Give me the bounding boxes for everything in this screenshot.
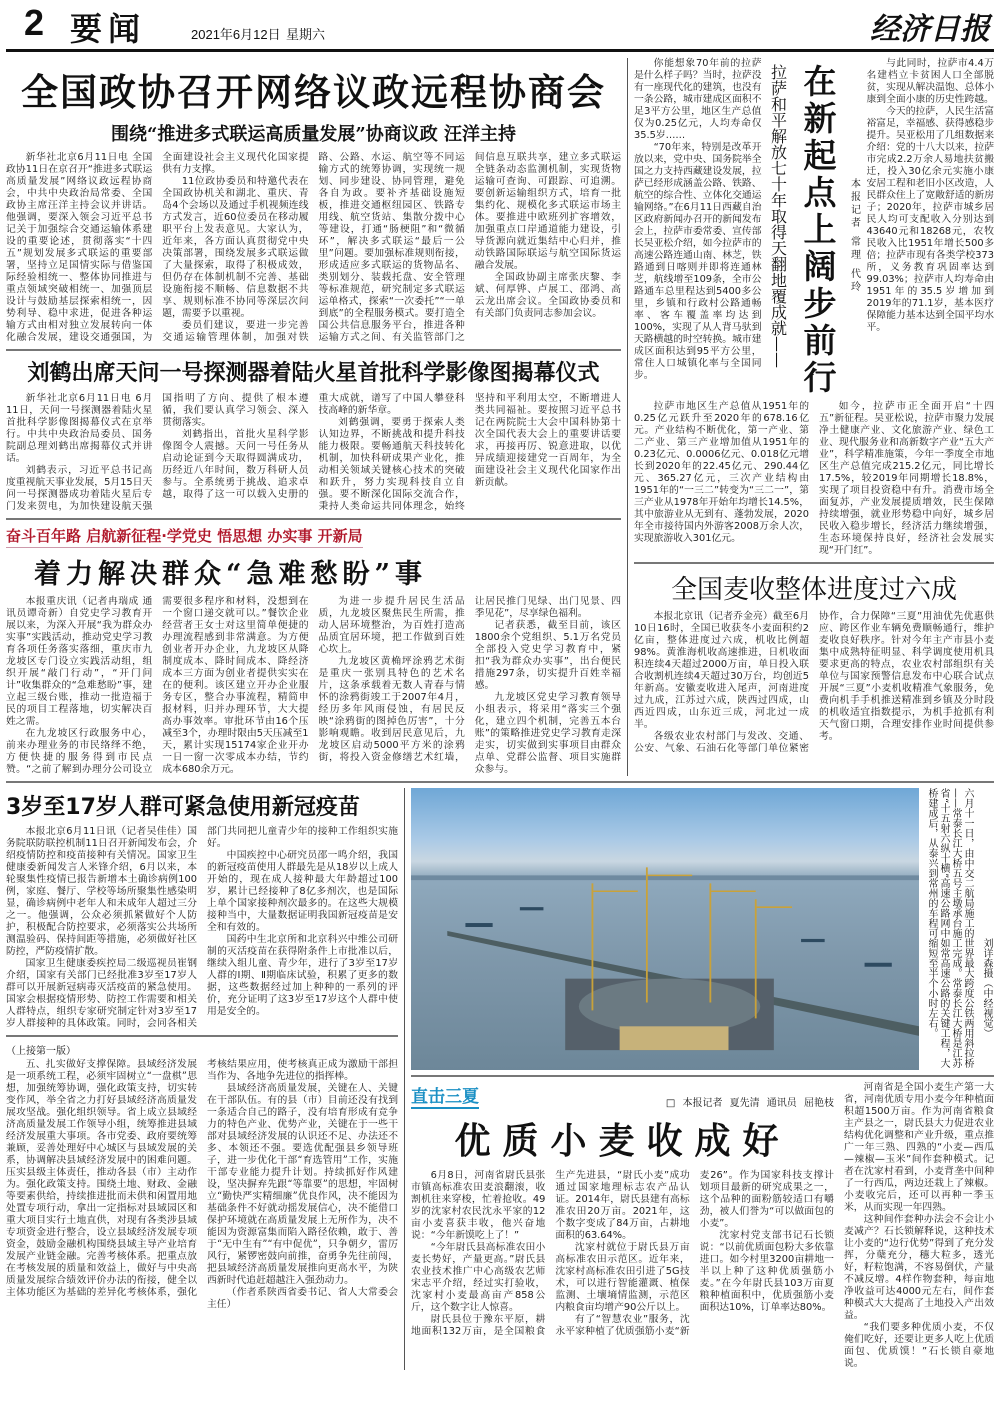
divider: [411, 1075, 994, 1077]
photo-credit: 刘详森摄（中经视觉）: [981, 938, 992, 1038]
paper-logo: 经济日报: [870, 12, 990, 47]
article1-subhead: 围绕“推进多式联运高质量发展”协商议政 汪洋主持: [111, 124, 516, 145]
wheat-main: [411, 1082, 834, 1370]
page-number: 2: [24, 2, 45, 43]
right-column: [634, 58, 994, 776]
vaccine-body: 本报北京6月11日讯（记者吴佳佳）国务院联防联控机制11日召开新闻发布会，介绍疫情防控和疫苗接种有关情况。国家卫生健康委新闻发言人米锋介绍，6月以来，本轮聚集性疫情已报告新增本土确诊病例100例，家庭、餐厅、学校等场所聚集性感染明显，确诊病例中老年人和未成年人超过三分之一。他强调，公众必须抓紧做好个人防护，积极配合防控要求，必须落实公共场所测温验码、保持间距等措施，必须做好社区防控，严防疫情扩散。 国家卫生健康委疾控局二级巡视员崔钢介绍，国家有关部门已经批准3岁至17岁人群可以开展新冠病毒灭活疫苗的紧急使用。国家会根据疫情形势、防控工作需要和相关人群特点，组织专家研究制定针对3岁至17岁人群接种的具体政策。同时，会同各相关部门共同把儿童青少年的接种工作组织实施好。 中国疾控中心研究员邵一鸣介绍，我国的新冠疫苗使用人群最先是从18岁以上成人开始的，现在成人接种最大年龄超过100岁，累计已经接种了8亿多剂次，也是国际上单个国家接种剂次最多的。在这些大规模接种当中，大量数据证明我国新冠疫苗是安全和有效的。 国药中生北京所和北京科兴中维公司研制的灭活疫苗在获得附条件上市批准以后，继续入组儿童、青少年，进行了3岁至17岁人群的Ⅰ期、Ⅱ期临床试验，积累了更多的数据，这些数据经过加上种种的一系列的评价，充分证明了这3岁至17岁这个人群中使用是安全的。: [6, 826, 398, 1029]
section-title: 要闻: [70, 10, 147, 48]
lhasa-body-bottom-right: 如今，拉萨市正全面开启“十四五”新征程。吴亚松说，拉萨市聚力发展净土健康产业、文化旅游产业、绿色工业、现代服务业和高新数字产业“五大产业”，科学精准施策，今年一季度全市地区生产总值完成215.2亿元，同比增长17.5%，较2019年同期增长18.8%，实现了项目投资稳中有升。消费市场全面复苏，产业发展提质增效，民生保障持续增强，就业形势稳中向好，城乡居民收入稳步增长，经济活力继续增强，生态环境保持良好，经济社会发展实现“开门红”。: [819, 401, 994, 556]
lhasa-body-bottom-left: 拉萨市地区生产总值从1951年的0.25亿元跃升至2020年的678.16亿元。产业结构不断优化，第一产业、第二产业、第三产业增加值从1951年的0.23亿元、0.0006亿元、0.018亿元增长到2020年的22.45亿元、290.44亿元、365.27亿元，三次产业结构由1951年的“一三二”转变为“三二一”，第三产业从1978年开始年均增长14.5%，其中旅游业从无到有、蓬勃发展，2020年全市接待国内外游客2008万余人次，实现旅游收入301亿元。: [634, 401, 809, 544]
divider: [627, 58, 628, 776]
bridge-photo: [411, 788, 919, 1070]
column-tag: 直击三夏: [411, 1082, 479, 1109]
wheat-header: [411, 1082, 834, 1109]
divider: [6, 1035, 398, 1037]
bottom-band: [6, 788, 994, 1370]
article1-body: 新华社北京6月11日电 全国政协11日在京召开“推进多式联运高质量发展”网络议政远程协商会，中共中央政治局常委、全国政协主席汪洋主持会议并讲话。他强调，要深入领会习近平总书记关于加强综合交通运输体系建设的重要论述，贯彻落实“十四五”规划发展多式联运的重要部署，坚持立足国情实际与借鉴国际经验相统一、整体协同推进与重点领域突破相统一、加强顶层设计与鼓励基层探索相统一，因势利导、稳中求进，促进各种运输方式由相对独立发展转向一体化融合发展，建设交通强国，为全面建设社会主义现代化国家提供有力支撑。 11位政协委员和特邀代表在全国政协机关和湖北、重庆、青岛4个会场以及通过手机视频连线方式发言，近60位委员在移动履职平台上发表意见。大家认为，近年来，各方面认真贯彻党中央决策部署，围绕发展多式联运做了大量探索，取得了积极成效，但仍存在体制机制不完善、基础设施衔接不顺畅、信息数据不共享、规则标准不协同等深层次问题，需要予以重视。 委员们建议，要进一步完善交通运输管理体制，加强对铁路、公路、水运、航空等不同运输方式的统筹协调，实现统一规划、同步建设、协同管理，避免各自为政。要补齐基础设施短板，推进交通枢纽园区、铁路专用线、航空货站、集散分拨中心等建设，打通“肠梗阻”和“微循环”，解决多式联运“最后一公里”问题。要加强标准规则衔接，形成适应多式联运的货物品名、类别划分、装载托盘、安全管理等标准规范，研究制定多式联运运单格式，探索“一次委托”“一单到底”的全程服务模式。要打造全国公共信息服务平台，推进各种运输方式之间、有关监管部门之间信息互联共享，建立多式联运全链条动态监测机制，实现货物运输可查询、可跟踪、可追溯。要创新运输组织方式，培育一批集约化、规模化多式联运市场主体。要推进中欧班列扩容增效，加强重点口岸通道能力建设，引导货源向就近集结中心归并，推动铁路国际联运与航空国际货运融合发展。 全国政协副主席张庆黎、李斌、何厚铧、卢展工、邵鸿、高云龙出席会议。全国政协委员和有关部门负责同志参加会议。: [6, 152, 621, 343]
photo-row: [411, 788, 994, 1070]
vaccine-headline: 3岁至17岁人群可紧急使用新冠疫苗: [6, 795, 360, 820]
divider: [6, 781, 994, 783]
wheat-body: 6月8日，河南省尉氏县张市镇高标准农田麦浪翻滚，收割机往来穿梭，忙着抢收。49岁的沈家村农民沈永平家的12亩小麦喜获丰收，他兴奋地说：“今年新馍吃上了！” “今年尉氏县高标准农田小麦长势好，产量更高。”尉氏县农业技术推广中心高级农艺师宋志平介绍，经过实打验收，沈家村小麦最高亩产858公斤，这个数字让人惊喜。 尉氏县位于豫东平原，耕地面积132万亩，是全国粮食生产先进县，“尉氏小麦”成功通过国家地理标志农产品认证。2014年，尉氏县建有高标准农田20万亩。2021年，这个数字变成了84万亩，占耕地面积的63.64%。 沈家村就位于尉氏县万亩高标准农田示范区。近年来，沈家村高标准农田引进了5G技术，可以进行智能灌溉、植保监测、土壤墒情监测，示范区内粮食亩均增产90公斤以上。 有了“智慧农业”服务，沈永平家种植了优质强筋小麦“新麦26”。作为国家科技支撑计划项目最新的研究成果之一，这个品种的面粉筋较适口有嚼劲，被人们誉为“可以做面包的小麦”。 沈家村党支部书记石长锁说：“以前优质面包粉大多依靠进口。如今村里3200亩耕地一半以上种了这种优质强筋小麦。”在今年尉氏县103万亩夏粮种植面积中，优质强筋小麦面积达10%，订单率达80%。: [411, 1170, 834, 1337]
masthead: [6, 0, 994, 52]
issue-date: 2021年6月12日: [191, 27, 281, 42]
article2-headline: 刘鹤出席天问一号探测器着陆火星首批科学影像图揭幕仪式: [27, 361, 600, 386]
lhasa-body-left: 你能想象70年前的拉萨是什么样子吗？当时，拉萨没有一座现代化的建筑，也没有一条公路，城市建成区面积不足3平方公里，地区生产总值仅为0.25亿元，人均寿命仅35.5岁…… “70年来，特别是改革开放以来，党中央、国务院举全国之力支持西藏建设发展，拉萨已经形成涵盖公路、铁路、航空的综合性、立体化交通运输网络。”在6月11日西藏自治区政府新闻办召开的新闻发布会上，拉萨市委常委、宣传部长吴亚松介绍，如今拉萨市的高速公路连通山南、林芝，铁路通到日喀则并即将连通林芝，航线增至109条，全市公路通车总里程达到5400多公里，乡镇和行政村公路通畅率、客车覆盖率均达到100%，实现了从人背马驮到天路横越的时空转换。城市建成区面积达到95平方公里，常住人口城镇化率与全国同步。: [634, 58, 762, 381]
wheat-progress-body: 本报北京讯（记者乔金亮）截至6月10日16时，全国已收获冬小麦面积约2亿亩，整体进度过六成，机收比例超98%。黄淮海机收高速推进，日机收面积连续4天超过2000万亩，单日投入联合收割机连续4天超过30万台，均创近5年新高。安徽麦收进入尾声，河南进度过九成，江苏过六成，陕西过四成，山西近四成，山东近三成，河北过一成半。 各级农业农村部门与发改、交通、公安、气象、石油石化等部门单位紧密协作，合力保障“三夏”用油优先优惠供应、跨区作业车辆免费顺畅通行，维护麦收良好秩序。针对今年主产市县小麦集中成熟特征明显、科学调度使用机具要求更高的特点，农业农村部组织有关单位与国家预警信息发布中心联合试点开展“三夏”小麦机收精准气象服务，免费向机手手机推送精准到乡镇及分时段的机收适宜指数提示，为机手抢抓有利天气窗口期，合理安排作业时间提供参考。: [634, 611, 994, 754]
lhasa-bottom: [634, 401, 994, 557]
left-column: [6, 58, 621, 776]
top-band: [6, 58, 994, 776]
wheat-article: [411, 1082, 994, 1370]
issue-weekday: 星期六: [286, 27, 326, 42]
lhasa-byline: 本报记者 常理 代玲: [848, 178, 860, 295]
lhasa-top: [634, 58, 994, 397]
bridge-construction-image: [411, 788, 919, 1070]
continued-body: 五、扎实做好支撑保障。县域经济发展是一项系统工程，必须牢固树立“一盘棋”思想，加强统筹协调，强化政策支持，切实转变作风，举全省之力打好县域经济高质量发展攻坚战。强化组织领导。省上成立县域经济高质量发展工作领导小组，统筹推进县域经济发展重大事项。各市党委、政府要统筹兼顾，妥善处理好中心城区与县域发展的关系，协调解决县域经济发展中的困难问题。压实县级主体责任，推动各县（市）主动作为。强化政策支持。围绕土地、财政、金融等要素供给，持续推进批而未供和闲置用地处置专项行动，拿出一定指标对县域园区和重大项目实行土地直供，对现有各类涉县域专项资金进行整合，设立县域经济发展专项资金，鼓励金融机构围绕县域主导产业培育发展产业链金融。完善考核体系。把重点放在考核发展的质量和效益上，做好与中央高质量发展综合绩效评价办法的衔接，健全以主体功能区为基础的差异化考核体系，强化考核结果应用，使考核真正成为激励干部担当作为、各地争先进位的指挥棒。 县域经济高质量发展，关键在人、关键在干部队伍。有的县（市）目前还没有找到一条适合自己的路子，没有培育形成有竞争力的特色产业、优势产业，关键在于一些干部对县域经济发展的认识还不足、办法还不多、本领还不强。要选优配强县乡领导班子，进一步优化干部“育选管用”工作，实施干部专业能力提升计划。持续抓好作风建设，坚决摒弃先跟“等靠要”的思想，牢固树立“勤快严实精细廉”优良作风，决不能因为基础条件不好就动摇发展信心，决不能借口保护环境就在高质量发展上无所作为，决不能因为资源富集而陷入路径依赖，敢于、善于“无中生有”“有中促优”，只争朝夕，雷厉风行，紧锣密鼓向前推，奋勇争先往前闯，把县域经济高质量发展推向更高水平，为陕西新时代追赶超越注入强劲动力。 （作者系陕西省委书记、省人大常委会主任）: [6, 1059, 398, 1310]
divider: [6, 349, 621, 351]
article3-headline: 着力解决群众“急难愁盼”事: [34, 559, 428, 590]
wheat-headline: 优质小麦收成好: [454, 1121, 791, 1162]
article2-body: 新华社北京6月11日电 6月11日，天问一号探测器着陆火星首批科学影像图揭幕仪式在京举行。中共中央政治局委员、国务院副总理刘鹤出席揭幕仪式并讲话。 刘鹤表示，习近平总书记高度重视航天事业发展，5月15日天问一号探测器成功着陆火星后专门发来贺电，为加快建设航天强国指明了方向、提供了根本遵循，我们要认真学习领会、深入贯彻落实。 刘鹤指出，首批火星科学影像图令人震撼。天问一号任务从启动论证到今天取得圆满成功，历经近八年时间，数万科研人员参与。全系统勇于挑战、追求卓越，取得了这一可以载入史册的重大成就，谱写了中国人攀登科技高峰的新华章。 刘鹤强调，要勇于探索人类认知边界，不断挑战和提升科技能力极限。要畅通航天科技转化机制，加快科研成果产业化，推动相关领域关键核心技术的突破和跃升，努力实现科技自立自强。要不断深化国际交流合作，秉持人类命运共同体理念，始终坚持和平利用太空，不断增进人类共同福祉。要按照习近平总书记在两院院士大会中国科协第十次全国代表大会上的重要讲话要求，再接再厉、锐意进取，以优异成绩迎接建党一百周年，为全面建设社会主义现代化国家作出新贡献。: [6, 393, 621, 512]
photo-caption: 六月十一日，由中交二航局施工的世界最大跨度公铁两用斜拉桥——常泰长江大桥五号主墩承台施工完成。常泰长江大桥是江苏省“十五射六纵十横”高速公路网中如常高速公路的关键工程，大桥建成后，从泰兴到常州的车程可缩短至半个小时左右。: [926, 788, 973, 1069]
wheat-progress-headline: 全国麦收整体进度过六成: [670, 575, 957, 605]
wheat-byline: □ 本报记者 夏先清 通讯员 屈艳枝: [665, 1098, 834, 1109]
right-bottom-column: [411, 788, 994, 1370]
divider: [6, 518, 621, 520]
divider: [404, 788, 405, 1370]
article3-kicker: 奋斗百年路 启航新征程·学党史 悟思想 办实事 开新局: [6, 525, 363, 548]
lhasa-headline: 在新起点上阔步前行: [798, 64, 838, 397]
article3-body: 本报重庆讯（记者冉瑞成 通讯员谭奇新）自党史学习教育开展以来，为深入开展“我为群众办实事”实践活动，推动党史学习教育各项任务落实落细，重庆市九龙坡区专门设立实践活动组，组织开展“敲门行动”，“开门问计”收集群众的“急难愁盼”事，建立起三级台账，推动一批造福于民的项目工程落地，切实解决百姓之需。 在九龙坡区行政服务中心，前来办理业务的市民络绎不绝，方便快捷的服务得到市民点赞。“之前了解到办理分公司设立需要很多程序和材料，没想到在一个窗口递交就可以。”餐饮企业经营者王女士对这里简单便捷的办理流程感到非常满意。为方便创业者开办企业，九龙坡区从降制度成本、降时间成本、降经济成本三方面为创业者提供实实在在的便利。该区建立开办企业服务专区，整合办事流程，精简申报材料，归并办理环节，大大提高办事效率。审批环节由16个压减至3个，办理时限由5天压减至1天，累计实现15174家企业开办一日一窗一次零成本办结，节约成本680余万元。 为进一步提升居民生活品质，九龙坡区聚焦民生所需，推动人居环境整治，为百姓打造高品质宜居环境，把工作做到百姓心坎上。 九龙坡区黄桷坪涂鸦艺术街是重庆一张别具特色的艺术名片，这条承载着无数人青春与情怀的涂鸦街竣工于2007年4月，经历多年风雨侵蚀，有居民反映“涂鸦街的图掉色厉害”，十分影响观瞻。收到居民意见后，九龙坡区启动5000平方米的涂鸦街，将投入资金修缮艺术红墙，让居民推门见绿、出门见景、四季见花”，尽享绿色福利。 记者获悉，截至目前，该区1800余个党组织、5.1万名党员全部投入党史学习教育中，紧扣“我为群众办实事”，出台便民措施297条，切实提升百姓幸福感。 九龙坡区党史学习教育领导小组表示，将采用“落实三个强化，建立四个机制，完善五本台账”的策略推进党史学习教育走深走实，切实做到实事项目由群众点单、党群公监督、项目实施群众参与。: [6, 596, 621, 775]
lhasa-kicker: 拉萨和平解放七十年取得天翻地覆成就——: [768, 64, 788, 368]
divider: [634, 562, 994, 564]
left-bottom-column: [6, 788, 398, 1370]
wheat-body-right: 河南省是全国小麦生产第一大省，河南优质专用小麦今年种植面积超1500万亩。作为河南省粮食主产县之一，尉氏县大力促进农业结构优化调整和产业升级，重点推广一年三熟、四熟的“小麦—西瓜—辣椒—玉米”间作套种模式。记者在沈家村看到，小麦背垄中间种了一行西瓜，两边还栽上了辣椒。小麦收完后，还可以再种一季玉米，从而实现一年四熟。 这种间作套种办法会不会让小麦减产？石长锁解释说，这种技术让小麦的“边行优势”得到了充分发挥，分蘖充分，穗大粒多，透光好，籽粒饱满，不容易倒伏，产量不减反增。4样作物套种，每亩地净收益可达4000元左右，间作套种模式大大提高了土地投入产出效益。 “我们要多种优质小麦，不仅俺们吃好，还要让更多人吃上优质面包、优质馍！”石长锁自豪地说。: [844, 1082, 994, 1369]
continued-label: （上接第一版）: [6, 1046, 76, 1057]
article1-headline: 全国政协召开网络议政远程协商会: [21, 71, 606, 114]
lhasa-body-right: 与此同时，拉萨市4.4万名建档立卡贫困人口全部脱贫，实现从解决温饱、总体小康到全面小康的历史性跨越。 今天的拉萨，人民生活富裕富足，幸福感、获得感稳步提升。吴亚松用了几组数据来介绍：党的十八大以来，拉萨市完成2.2万余人易地扶贫搬迁，投入30亿余元实施小康安居工程和老旧小区改造，人民群众住上了宽敞舒适的新房子；2020年，拉萨市城乡居民人均可支配收入分别达到43640元和18268元，农牧民收入比1951年增长500多倍；拉萨市现有各类学校373所，义务教育巩固率达到99.03%；拉萨市人均寿命由1951年的35.5岁增加到2019年的71.1岁，基本医疗保障能力基本达到全国平均水平。: [866, 58, 994, 333]
